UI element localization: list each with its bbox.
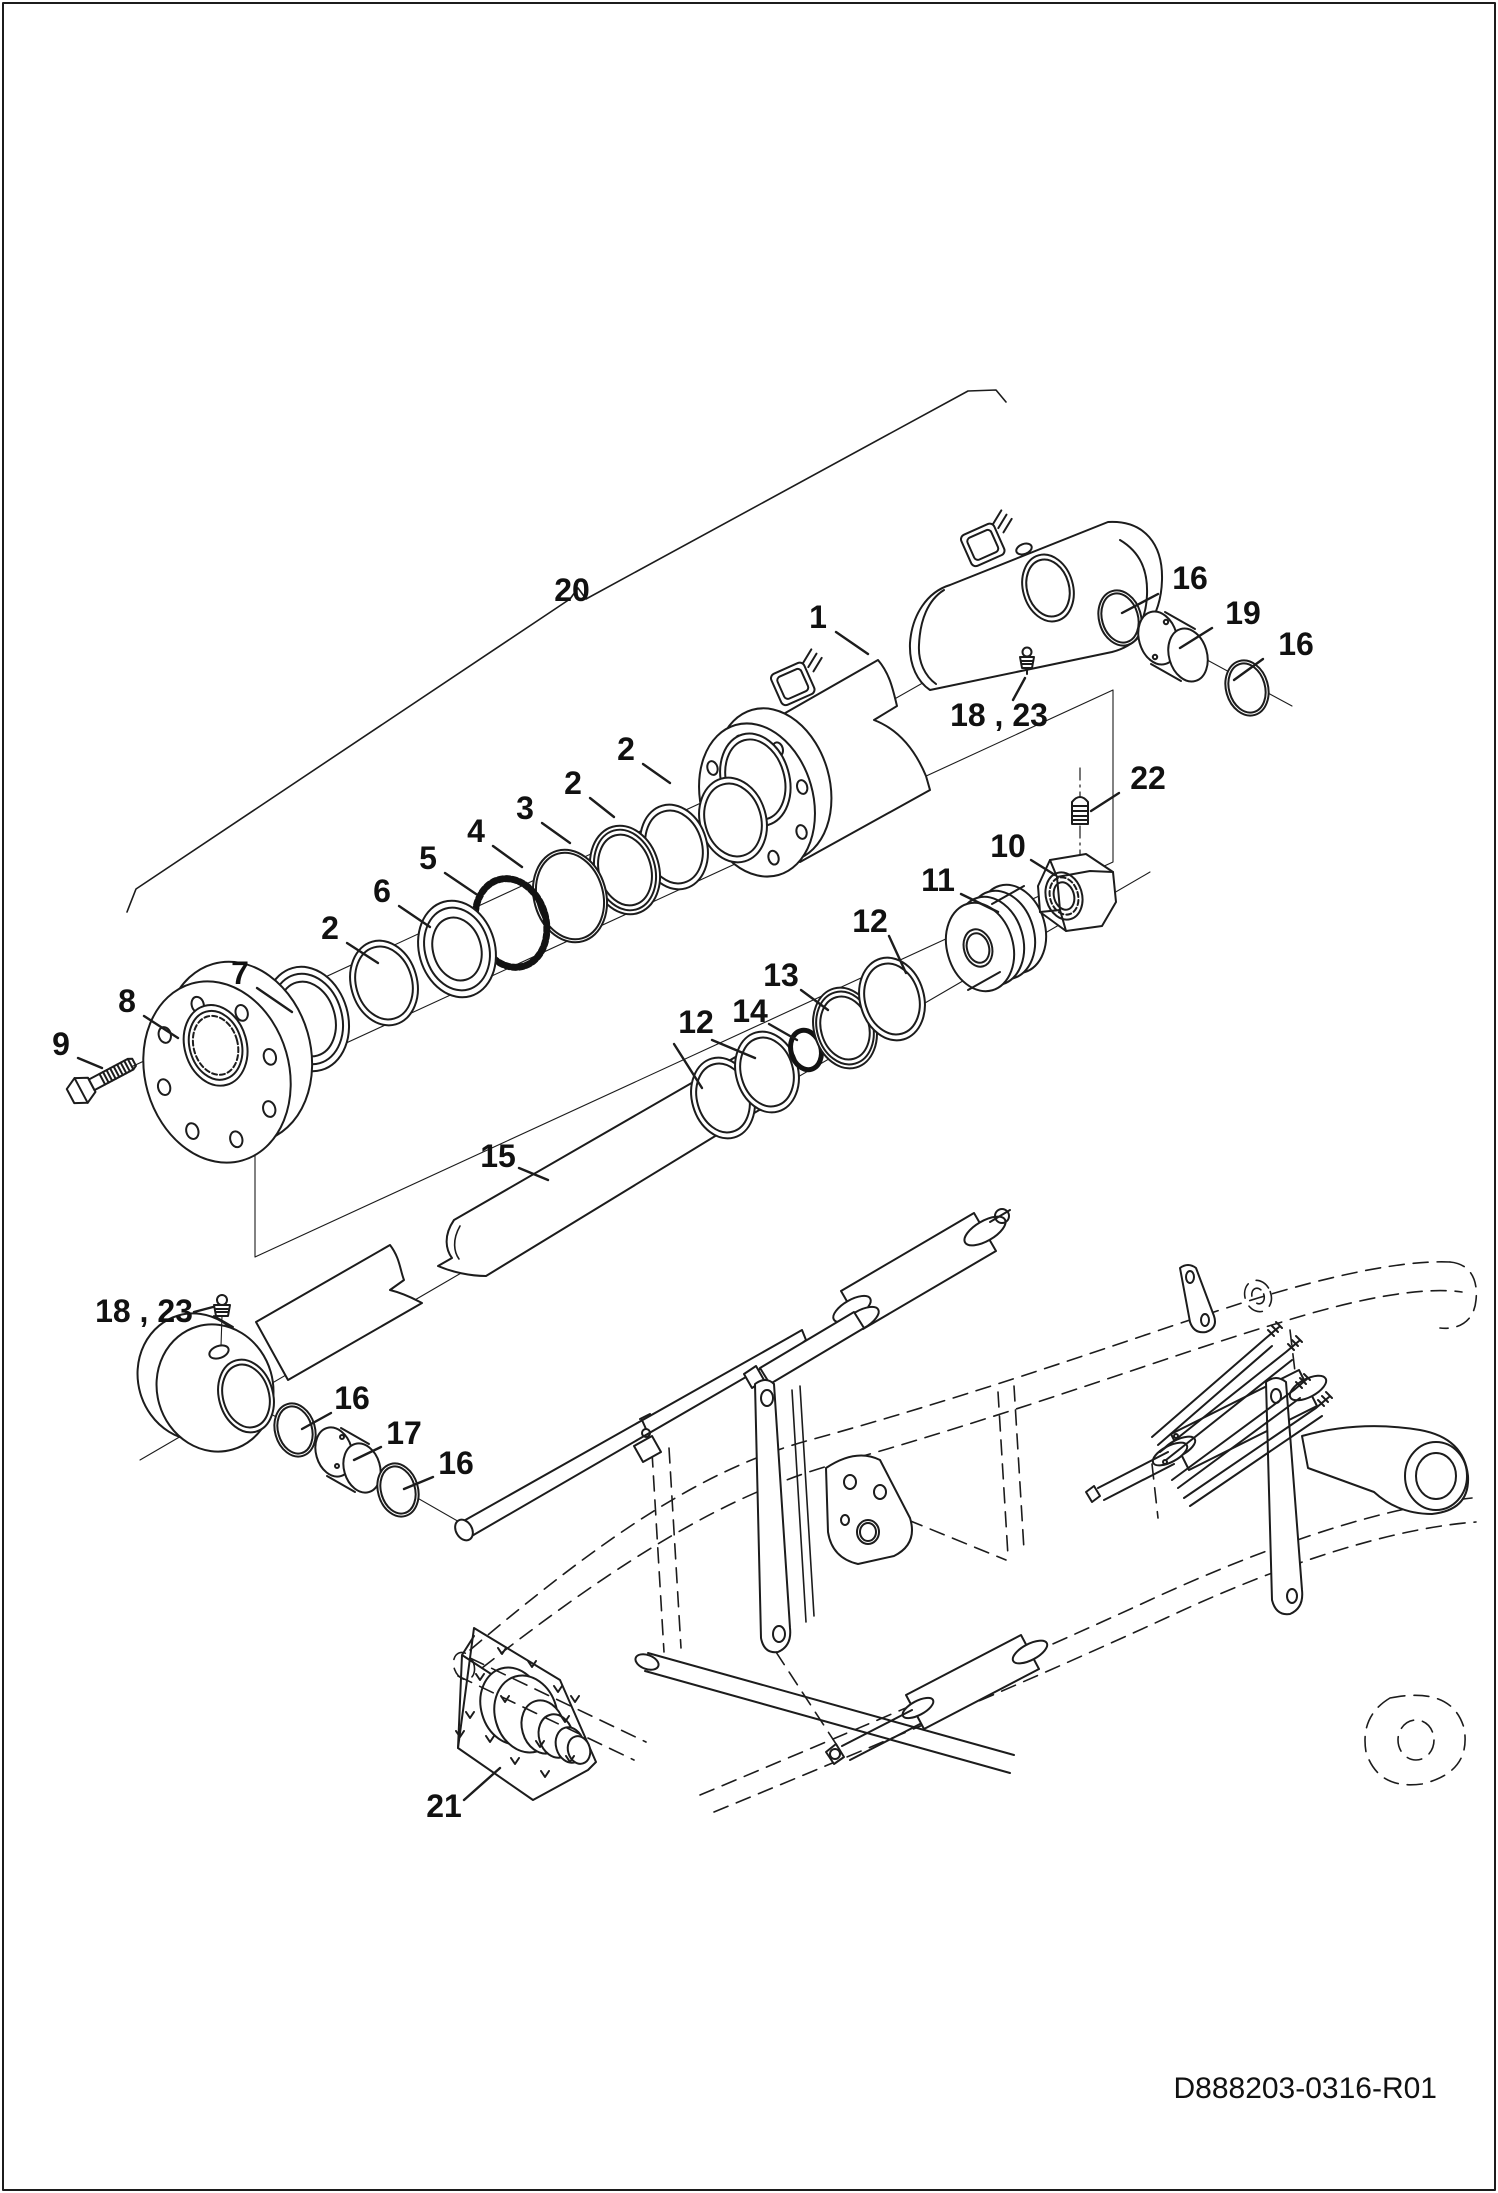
part-callout-20: 20 bbox=[554, 572, 590, 608]
part-callout-19: 19 bbox=[1225, 595, 1261, 631]
callout-leader bbox=[836, 632, 868, 654]
part-callout-12: 12 bbox=[678, 1004, 714, 1040]
callout-leader bbox=[643, 764, 670, 783]
callout-leader bbox=[493, 846, 522, 867]
part-callout-2: 2 bbox=[617, 731, 635, 767]
callout-layer bbox=[52, 560, 1314, 1824]
callout-leader bbox=[194, 1307, 213, 1312]
callout-leader bbox=[674, 1044, 702, 1088]
bolt-9 bbox=[64, 1050, 141, 1109]
loader-arm-reference bbox=[450, 1209, 1477, 1812]
part-callout-10: 10 bbox=[990, 828, 1026, 864]
part-callout-7: 7 bbox=[231, 955, 249, 991]
part-callout-3: 3 bbox=[516, 790, 534, 826]
part-callout-16: 16 bbox=[334, 1380, 370, 1416]
part-callout-16: 16 bbox=[438, 1445, 474, 1481]
part-callout-15: 15 bbox=[480, 1138, 516, 1174]
callout-leader bbox=[542, 823, 570, 843]
part-callout-11: 11 bbox=[921, 862, 955, 898]
part-callout-6: 6 bbox=[373, 873, 391, 909]
part-callout-2: 2 bbox=[321, 910, 339, 946]
part-callout-14: 14 bbox=[732, 993, 768, 1029]
group-20-bracket bbox=[127, 390, 1006, 912]
part-callout-16: 16 bbox=[1172, 560, 1208, 596]
part-callout-1: 1 bbox=[809, 599, 827, 635]
callout-leader bbox=[1091, 793, 1119, 811]
part-callout-8: 8 bbox=[118, 983, 136, 1019]
part-callout-16: 16 bbox=[1278, 626, 1314, 662]
part-callout-5: 5 bbox=[419, 840, 437, 876]
callout-leader bbox=[464, 1768, 500, 1800]
callout-leader bbox=[445, 873, 476, 894]
doc-number: D888203-0316-R01 bbox=[1173, 2072, 1437, 2105]
part-callout-1823: 18 , 23 bbox=[95, 1293, 193, 1329]
part-callout-4: 4 bbox=[467, 813, 485, 849]
piston-nut-10 bbox=[1038, 854, 1116, 931]
part-callout-2: 2 bbox=[564, 765, 582, 801]
part-callout-13: 13 bbox=[763, 957, 799, 993]
set-screw-22 bbox=[1071, 768, 1088, 867]
callout-leader bbox=[78, 1058, 102, 1068]
callout-leader bbox=[590, 798, 614, 817]
part-callout-17: 17 bbox=[386, 1415, 422, 1451]
part-callout-12: 12 bbox=[852, 903, 888, 939]
mount-bracket-21 bbox=[456, 1628, 596, 1800]
wear-ring-6 bbox=[407, 891, 507, 1006]
part-callout-22: 22 bbox=[1130, 760, 1166, 796]
part-callout-1823: 18 , 23 bbox=[950, 697, 1048, 733]
part-callout-9: 9 bbox=[52, 1026, 70, 1062]
part-callout-21: 21 bbox=[426, 1788, 462, 1824]
rod-stub bbox=[256, 1245, 422, 1380]
